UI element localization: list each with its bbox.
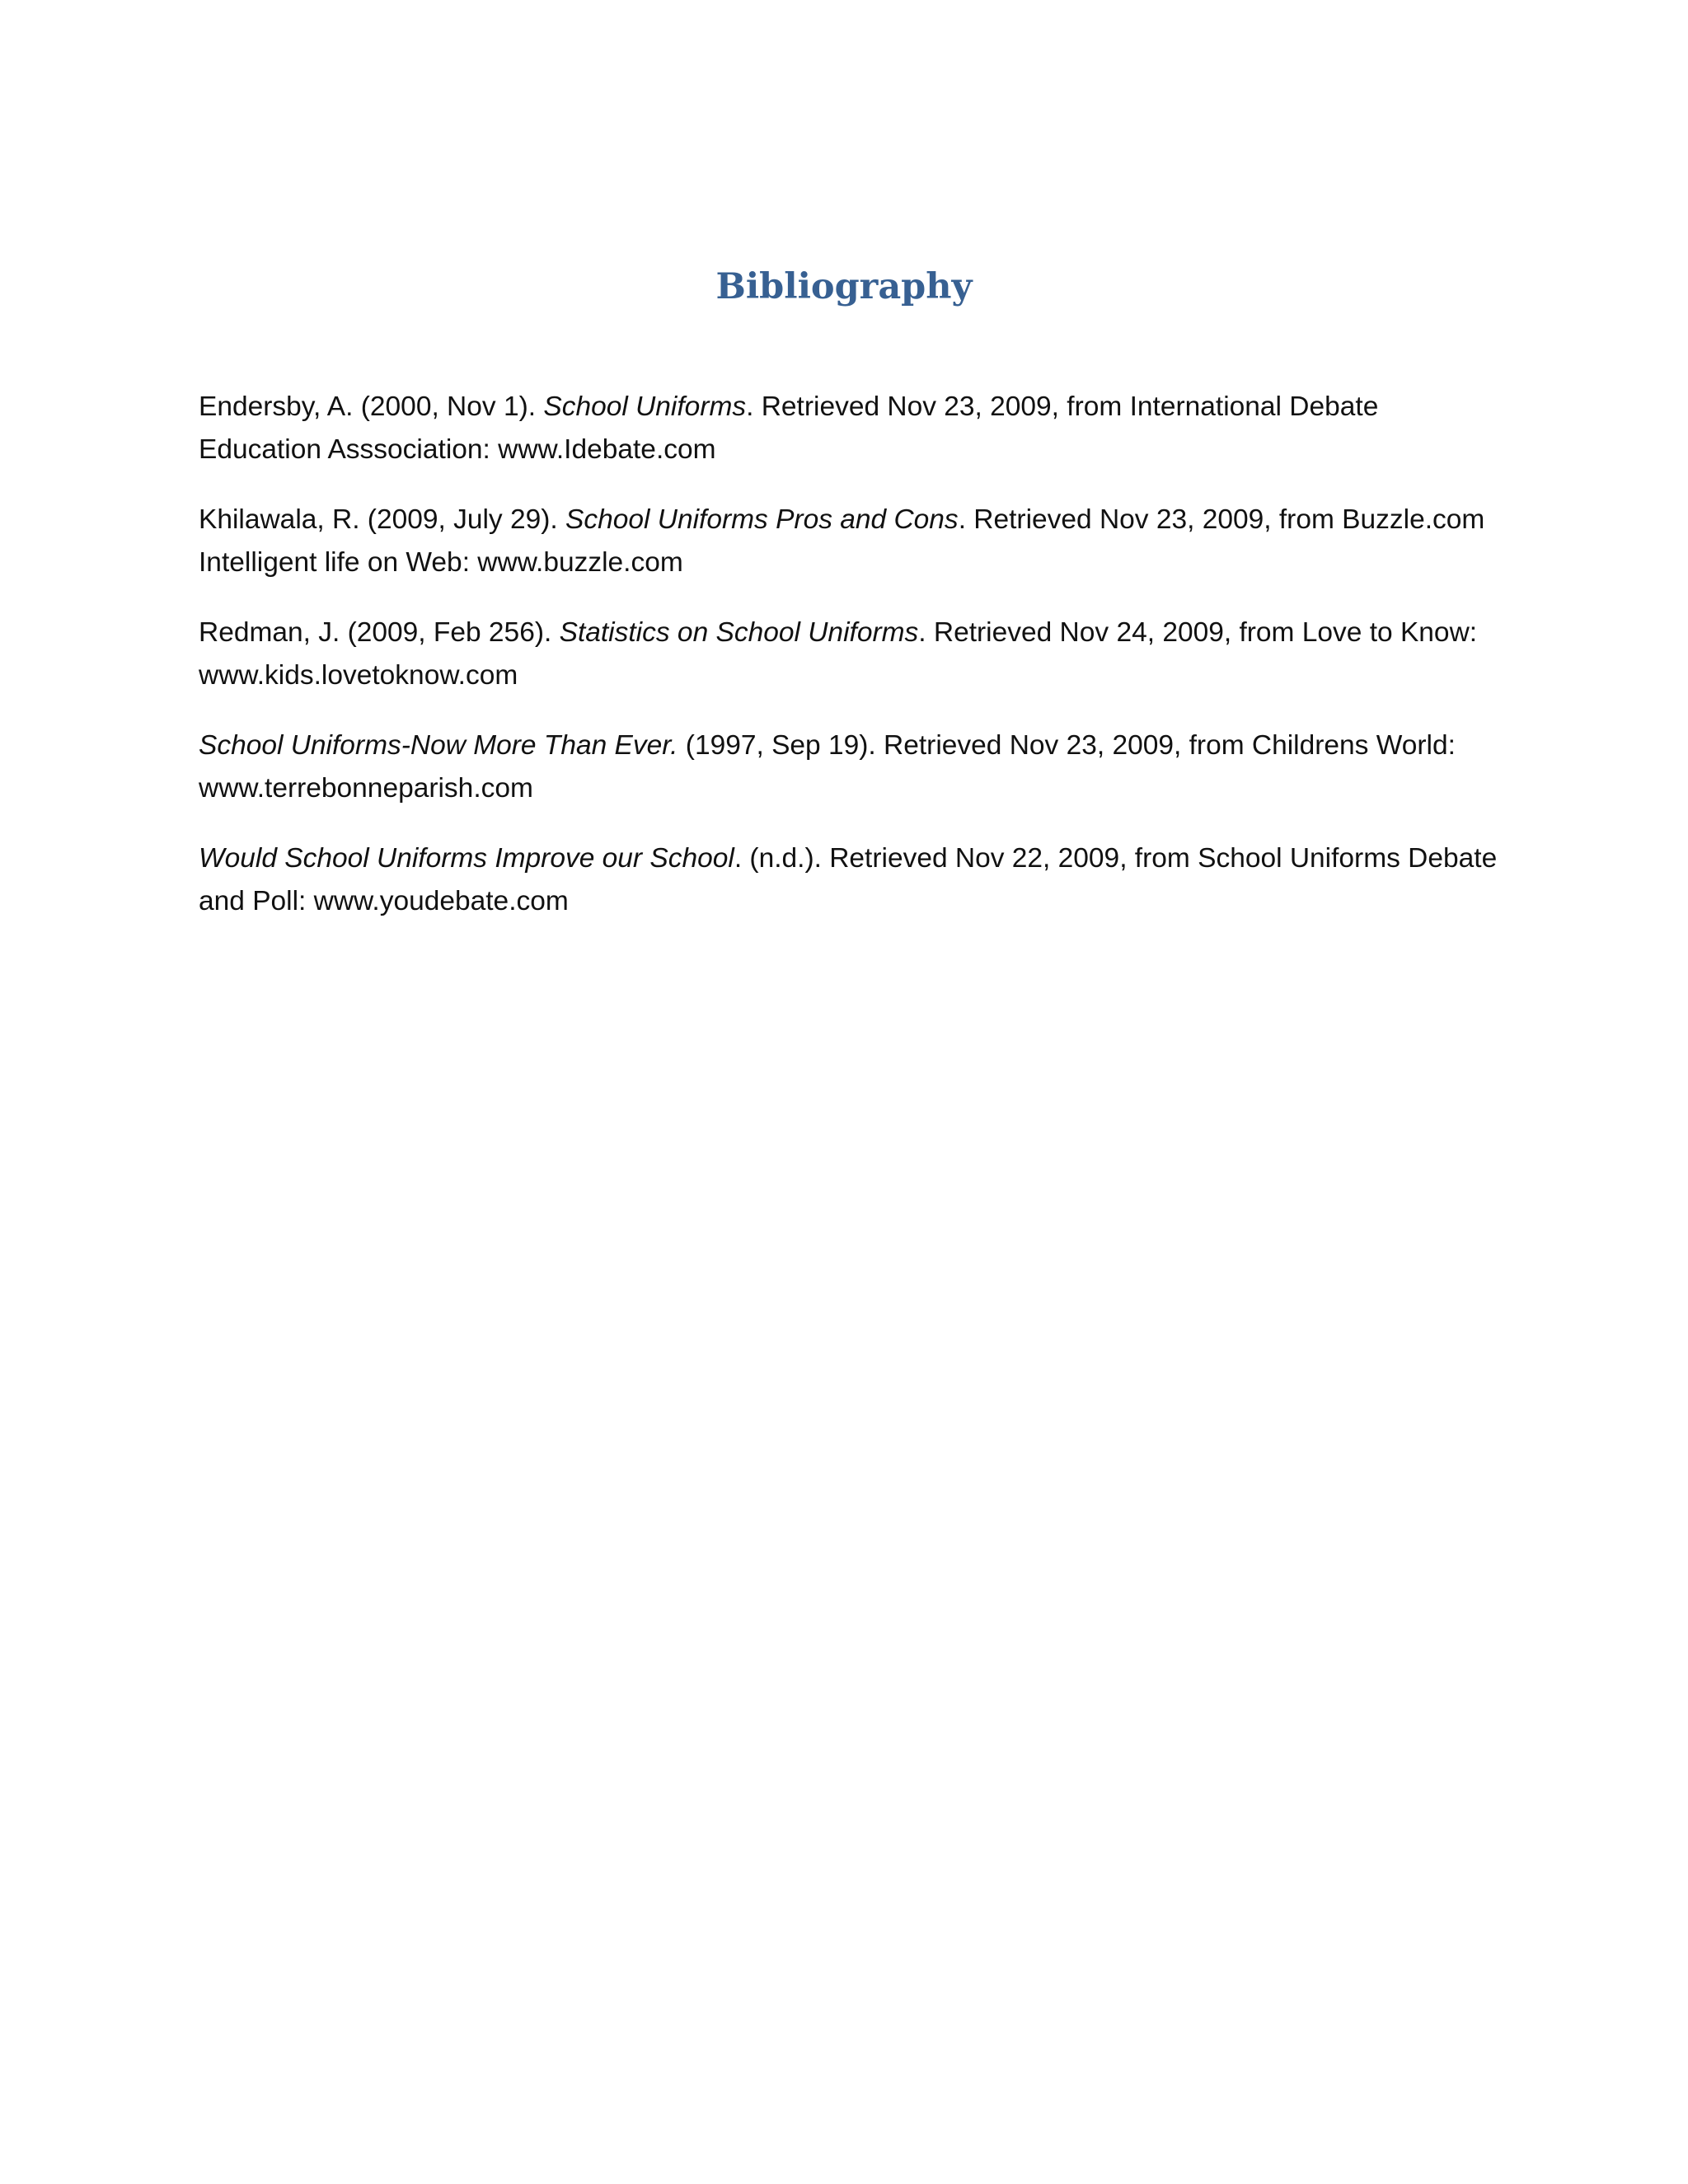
entry-title: Statistics on School Uniforms	[559, 617, 919, 648]
entry-title: School Uniforms	[543, 391, 747, 422]
bibliography-list	[199, 386, 1501, 950]
entry-suffix: (1997, Sep 19). Retrieved Nov 23, 2009, from Childrens World: www.terrebonneparish.com	[199, 730, 1456, 804]
bibliography-entry	[199, 386, 1501, 471]
entry-suffix: . Retrieved Nov 23, 2009, from International Debate Education Asssociation: www.Idebate.com	[199, 391, 1379, 465]
entry-suffix: . Retrieved Nov 24, 2009, from Love to Know: www.kids.lovetoknow.com	[199, 617, 1478, 691]
entry-prefix: Endersby, A. (2000, Nov 1).	[199, 391, 544, 422]
entry-title: Would School Uniforms Improve our School	[199, 843, 734, 874]
entry-prefix: Khilawala, R. (2009, July 29).	[199, 504, 566, 535]
bibliography-entry	[199, 837, 1501, 923]
bibliography-entry	[199, 499, 1501, 584]
bibliography-entry	[199, 612, 1501, 697]
bibliography-entry	[199, 724, 1501, 810]
page-title: Bibliography	[715, 266, 973, 307]
entry-prefix: Redman, J. (2009, Feb 256).	[199, 617, 560, 648]
entry-title: School Uniforms Pros and Cons	[565, 504, 959, 535]
entry-suffix: . (n.d.). Retrieved Nov 22, 2009, from School Uniforms Debate and Poll: www.youdebate.com	[199, 843, 1498, 916]
entry-suffix: . Retrieved Nov 23, 2009, from Buzzle.com Intelligent life on Web: www.buzzle.com	[199, 504, 1485, 578]
entry-title: School Uniforms-Now More Than Ever.	[199, 730, 678, 761]
